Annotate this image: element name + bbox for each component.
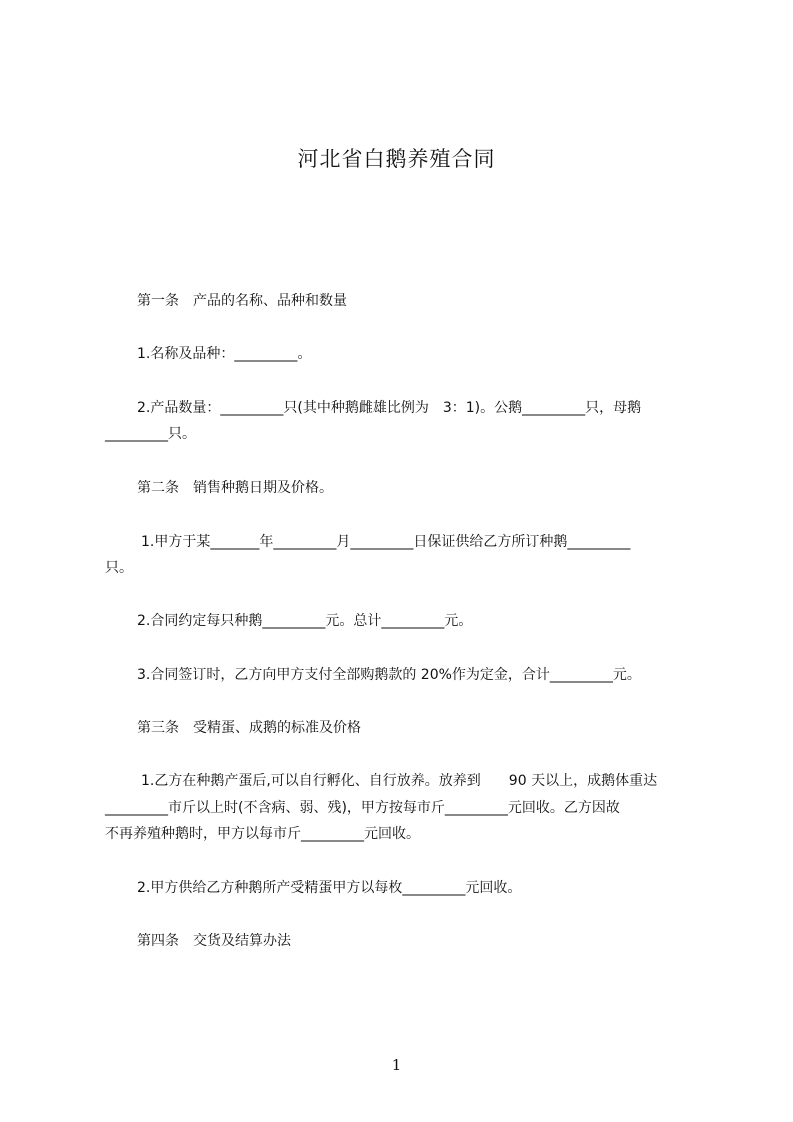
- article-3-heading: 第三条 受精蛋、成鹅的标准及价格: [137, 720, 361, 736]
- article-3-item-1: 1.乙方在种鹅产蛋后,可以自行孵化、自行放养。放养到 90 天以上，成鹅体重达: [141, 773, 658, 789]
- article-4-heading: 第四条 交货及结算办法: [137, 933, 291, 949]
- article-2-item-1-continued: 只。: [105, 560, 133, 576]
- article-3-item-1-continued-2: 不再养殖种鹅时，甲方以每市斤_________元回收。: [105, 826, 420, 842]
- article-1-heading: 第一条 产品的名称、品种和数量: [137, 293, 347, 309]
- article-1-item-1: 1.名称及品种：_________。: [137, 346, 312, 362]
- article-1-item-2: 2.产品数量：_________只(其中种鹅雌雄比例为 3：1)。公鹅_________只，母鹅: [137, 400, 642, 416]
- document-title: 河北省白鹅养殖合同: [297, 147, 496, 171]
- article-1-item-2-continued: _________只。: [105, 426, 196, 442]
- page-number: 1: [391, 1056, 402, 1074]
- article-2-heading: 第二条 销售种鹅日期及价格。: [137, 480, 333, 496]
- article-2-item-1: 1.甲方于某_______年_________月_________日保证供给乙方所订种鹅_________: [141, 534, 631, 550]
- article-3-item-2: 2.甲方供给乙方种鹅所产受精蛋甲方以每枚_________元回收。: [137, 880, 522, 896]
- article-2-item-2: 2.合同约定每只种鹅_________元。总计_________元。: [137, 613, 473, 629]
- article-3-item-1-continued: _________市斤以上时(不含病、弱、残)，甲方按每市斤_________元回收。乙方因故: [105, 800, 620, 816]
- article-2-item-3: 3.合同签订时，乙方向甲方支付全部购鹅款的 20%作为定金，合计_________元。: [137, 667, 641, 683]
